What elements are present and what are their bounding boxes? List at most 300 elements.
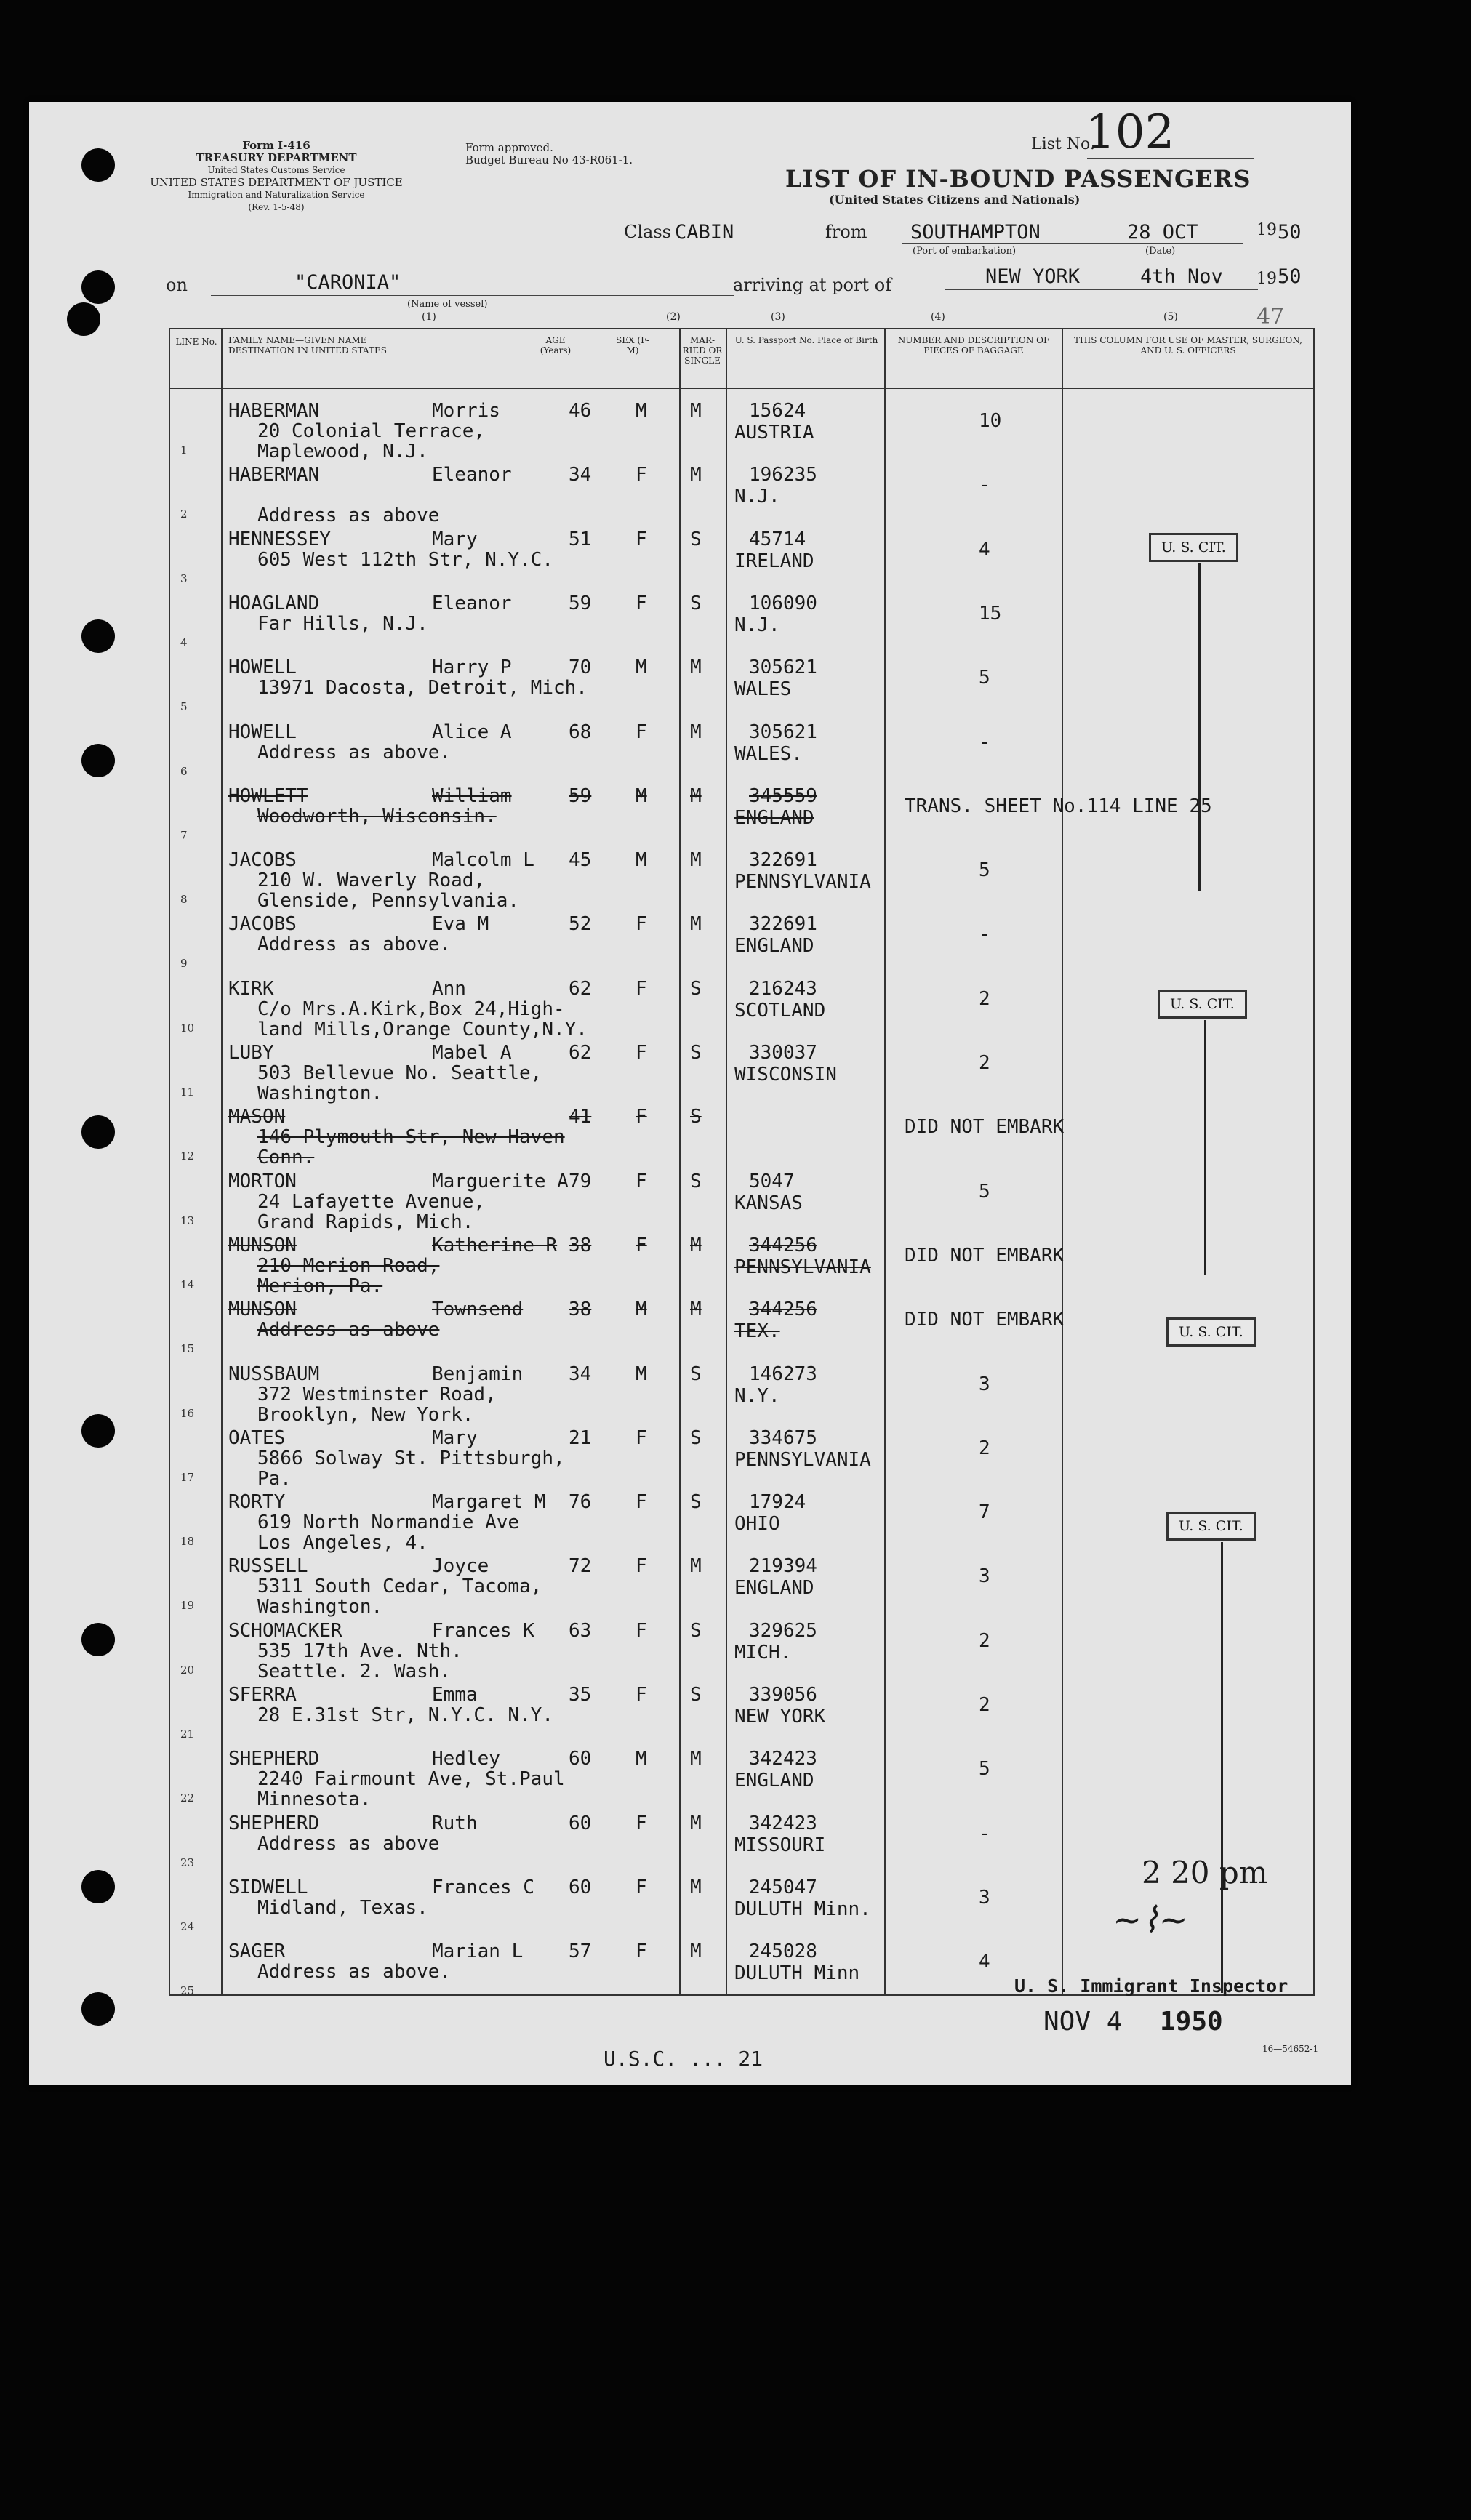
cell-bags: 2 (979, 1629, 990, 1652)
cell-passport: 106090 (749, 592, 817, 614)
justice-dept: UNITED STATES DEPARTMENT OF JUSTICE (150, 176, 403, 189)
cell-birth: N.Y. (734, 1384, 780, 1407)
cell-sex: F (636, 1170, 647, 1192)
cell-passport: 305621 (749, 657, 817, 679)
cell-family: HABERMAN (228, 464, 320, 486)
inspector-signature-mark: ~⌇~ (1113, 1900, 1188, 1941)
cell-ms: M (690, 1812, 702, 1834)
cell-lineno: 17 (180, 1470, 195, 1484)
passenger-row (170, 1609, 1313, 1682)
cell-given: Mary (432, 1426, 478, 1449)
cell-lineno: 1 (180, 444, 188, 457)
cell-age: 72 (569, 1555, 592, 1578)
form-number: Form I-416 (242, 139, 310, 152)
cell-addr1: Address as above (257, 1319, 440, 1341)
cell-birth: SCOTLAND (734, 999, 826, 1022)
cell-ms: M (690, 1299, 702, 1321)
cell-addr2: Merion, Pa. (257, 1275, 383, 1297)
cell-ms: M (690, 1941, 702, 1963)
cell-sex: F (636, 1106, 647, 1128)
cell-birth: N.J. (734, 486, 780, 508)
cell-passport: 15624 (749, 400, 806, 422)
cell-lineno: 4 (180, 635, 188, 649)
cell-sex: M (636, 1299, 647, 1321)
cell-ms: S (690, 1426, 702, 1449)
cell-bags: 3 (979, 1565, 990, 1588)
cell-passport: 322691 (749, 849, 817, 872)
cell-ms: S (690, 1363, 702, 1385)
date-caption: (Date) (1145, 246, 1176, 257)
cell-passport: 334675 (749, 1426, 817, 1449)
cell-addr1: Address as above. (257, 741, 452, 763)
cell-ms: M (690, 400, 702, 422)
passenger-row (170, 1224, 1313, 1297)
form-approved: Form approved. (465, 141, 553, 154)
cell-sex: F (636, 1876, 647, 1898)
cell-age: 60 (569, 1748, 592, 1770)
class-label: Class (624, 222, 671, 242)
cell-sex: F (636, 1042, 647, 1064)
cell-addr2: Minnesota. (257, 1789, 372, 1811)
cell-lineno: 19 (180, 1599, 195, 1613)
cell-lineno: 25 (180, 1984, 195, 1998)
cell-given: Eva M (432, 913, 489, 936)
cell-addr1: 2240 Fairmount Ave, St.Paul (257, 1768, 565, 1791)
cell-bags: 2 (979, 1437, 990, 1459)
cell-age: 35 (569, 1684, 592, 1706)
cell-addr2: Glenside, Pennsylvania. (257, 890, 520, 912)
cell-birth: IRELAND (734, 550, 814, 572)
cell-given: Margaret M (432, 1491, 546, 1514)
cell-addr2: Seattle. 2. Wash. (257, 1660, 452, 1682)
col-header-married: MAR-RIED OR SINGLE (682, 335, 723, 366)
colnum-5: (5) (1163, 311, 1178, 323)
cell-family: MASON (228, 1106, 286, 1128)
cell-addr1: Woodworth, Wisconsin. (257, 805, 497, 827)
cell-given: Alice A (432, 721, 512, 743)
cell-ms: S (690, 1491, 702, 1514)
cell-bags: 7 (979, 1501, 990, 1524)
cell-addr2: Grand Rapids, Mich. (257, 1211, 474, 1233)
binder-hole (81, 744, 115, 777)
binder-hole (81, 1115, 115, 1149)
cell-family: SHEPHERD (228, 1748, 320, 1770)
passenger-row (170, 967, 1313, 1040)
cell-birth: TEX. (734, 1320, 780, 1343)
cell-bags: 3 (979, 1886, 990, 1909)
cell-addr2: Conn. (257, 1147, 315, 1169)
cell-lineno: 8 (180, 893, 188, 907)
arrival-year-prefix: 19 (1256, 270, 1277, 288)
cell-family: SHEPHERD (228, 1812, 320, 1834)
cell-addr1: Address as above. (257, 1961, 452, 1983)
manifest-page (29, 102, 1351, 2085)
cell-addr1: Address as above (257, 1832, 440, 1855)
cell-age: 62 (569, 977, 592, 1000)
cell-passport: 45714 (749, 528, 806, 550)
cell-given: Morris (432, 400, 500, 422)
cell-age: 62 (569, 1042, 592, 1064)
cell-sex: M (636, 400, 647, 422)
cell-passport: 330037 (749, 1042, 817, 1064)
cell-sex: F (636, 1619, 647, 1642)
col-header-sex: SEX (F-M) (616, 335, 649, 356)
cell-ms: M (690, 721, 702, 743)
passenger-row (170, 710, 1313, 778)
cell-lineno: 11 (180, 1086, 195, 1099)
cell-lineno: 3 (180, 571, 188, 585)
embark-year: 50 (1278, 221, 1302, 244)
cell-family: HOAGLAND (228, 592, 320, 614)
cell-bags: 2 (979, 987, 990, 1010)
cell-ms: M (690, 657, 702, 679)
col-header-officers: THIS COLUMN FOR USE OF MASTER, SURGEON, AND U. S. OFFICERS (1074, 335, 1302, 356)
cell-birth: ENGLAND (734, 935, 814, 958)
cell-addr2: Pa. (257, 1467, 292, 1490)
cell-bags: 5 (979, 667, 990, 689)
cell-age: 41 (569, 1106, 592, 1128)
cell-addr1: Address as above. (257, 934, 452, 956)
cell-ms: S (690, 1170, 702, 1192)
us-cit-stamp-1: U. S. CIT. (1149, 533, 1238, 562)
passenger-row (170, 1480, 1313, 1554)
col-header-line-no: LINE No. (175, 337, 217, 347)
cell-lineno: 22 (180, 1791, 195, 1805)
cell-bags: 4 (979, 538, 990, 561)
cell-addr1: 5311 South Cedar, Tacoma, (257, 1576, 542, 1598)
cell-note: TRANS. SHEET No.114 LINE 25 (905, 795, 1212, 817)
cell-lineno: 23 (180, 1855, 195, 1869)
passenger-row (170, 389, 1313, 462)
cell-age: 51 (569, 528, 592, 550)
inspection-year-stamp: 1950 (1160, 2007, 1223, 2037)
cell-lineno: 20 (180, 1663, 195, 1677)
cell-note: DID NOT EMBARK (905, 1309, 1065, 1331)
cell-addr2: Washington. (257, 1083, 383, 1104)
embark-caption: (Port of embarkation) (913, 246, 1017, 257)
us-cit-stamp-4: U. S. CIT. (1166, 1512, 1256, 1541)
cell-lineno: 6 (180, 764, 188, 778)
list-title: LIST OF IN-BOUND PASSENGERS (785, 165, 1251, 193)
arrival-underline (945, 289, 1258, 290)
cell-note: DID NOT EMBARK (905, 1116, 1065, 1139)
cell-lineno: 16 (180, 1406, 195, 1420)
cell-birth: MICH. (734, 1641, 792, 1664)
cell-lineno: 18 (180, 1535, 195, 1549)
cell-addr2: Washington. (257, 1596, 383, 1618)
cell-passport: 345559 (749, 785, 817, 807)
cell-age: 38 (569, 1299, 592, 1321)
cell-birth: WALES (734, 678, 792, 701)
cell-addr1: 24 Lafayette Avenue, (257, 1190, 486, 1213)
vessel-name: "CARONIA" (294, 271, 401, 294)
vessel-underline (211, 295, 734, 296)
cell-passport: 5047 (749, 1170, 795, 1192)
cell-sex: F (636, 977, 647, 1000)
cell-given: Joyce (432, 1555, 489, 1578)
cell-birth: OHIO (734, 1513, 780, 1536)
cell-addr1: 146 Plymouth Str, New Haven (257, 1126, 565, 1149)
cell-family: MUNSON (228, 1299, 297, 1321)
cell-ms: S (690, 1106, 702, 1128)
footer-print-code: 16—54652-1 (1262, 2044, 1319, 2054)
cell-birth: KANSAS (734, 1192, 803, 1214)
passenger-row (170, 1160, 1313, 1233)
cell-birth: N.J. (734, 614, 780, 636)
cell-bags: 15 (979, 602, 1002, 625)
cell-given: Benjamin (432, 1363, 524, 1385)
cell-bags: 3 (979, 1373, 990, 1395)
cell-addr2: Brooklyn, New York. (257, 1403, 474, 1426)
cell-age: 59 (569, 785, 592, 807)
on-label: on (166, 275, 188, 295)
cell-bags: - (979, 923, 990, 946)
class-value: CABIN (675, 221, 734, 244)
cell-passport: 342423 (749, 1748, 817, 1770)
cell-family: HOWLETT (228, 785, 308, 807)
cell-given: Eleanor (432, 592, 512, 614)
footer-usc: U.S.C. ... 21 (604, 2047, 763, 2071)
cell-age: 52 (569, 913, 592, 936)
cell-lineno: 13 (180, 1213, 195, 1227)
colnum-4: (4) (931, 311, 945, 323)
cell-bags: 5 (979, 1180, 990, 1203)
cell-given: Mary (432, 528, 478, 550)
cell-ms: M (690, 785, 702, 807)
cell-given: Ann (432, 977, 466, 1000)
cell-sex: F (636, 592, 647, 614)
cell-birth: WALES. (734, 742, 803, 765)
cell-lineno: 9 (180, 957, 188, 971)
cell-addr1: Far Hills, N.J. (257, 612, 428, 635)
cell-family: NUSSBAUM (228, 1363, 320, 1385)
cell-given: Frances K (432, 1619, 534, 1642)
inspector-label: U. S. Immigrant Inspector (1014, 1975, 1288, 1997)
cell-addr1: Midland, Texas. (257, 1896, 428, 1919)
binder-hole (67, 302, 100, 336)
cell-age: 34 (569, 1363, 592, 1385)
cell-sex: F (636, 1684, 647, 1706)
passenger-row (170, 646, 1313, 714)
cell-ms: M (690, 913, 702, 936)
cell-bags: 5 (979, 859, 990, 882)
cell-bags: 10 (979, 410, 1002, 432)
passenger-row (170, 774, 1313, 842)
cell-lineno: 10 (180, 1021, 195, 1035)
binder-hole (81, 1870, 115, 1903)
passenger-table (169, 328, 1315, 1996)
cell-lineno: 21 (180, 1728, 195, 1741)
cell-given: Hedley (432, 1748, 500, 1770)
cell-note: DID NOT EMBARK (905, 1244, 1065, 1267)
cell-passport: 305621 (749, 721, 817, 743)
cell-given: Townsend (432, 1299, 524, 1321)
cell-ms: M (690, 1876, 702, 1898)
list-no-underline (1087, 158, 1254, 159)
embark-date: 28 OCT (1127, 221, 1198, 244)
cell-ms: S (690, 1042, 702, 1064)
passenger-row (170, 1737, 1313, 1811)
cell-addr1: 20 Colonial Terrace, (257, 420, 486, 442)
cell-given: Marian L (432, 1941, 524, 1963)
cell-bags: 2 (979, 1052, 990, 1074)
cell-family: JACOBS (228, 913, 297, 936)
cell-addr2: Maplewood, N.J. (257, 441, 428, 462)
cell-passport: 342423 (749, 1812, 817, 1834)
cell-birth: ENGLAND (734, 1577, 814, 1600)
customs-service: United States Customs Service (207, 165, 345, 175)
cell-addr1: 210 Merion Road, (257, 1254, 440, 1277)
list-no-label: List No. (1031, 135, 1095, 153)
cell-age: 68 (569, 721, 592, 743)
budget-bureau: Budget Bureau No 43-R061-1. (465, 153, 633, 166)
cell-passport: 322691 (749, 913, 817, 936)
cell-ms: M (690, 464, 702, 486)
passenger-row (170, 1673, 1313, 1741)
cell-bags: - (979, 731, 990, 753)
cell-lineno: 5 (180, 700, 188, 714)
passenger-row (170, 1352, 1313, 1426)
cell-lineno: 7 (180, 828, 188, 842)
cell-family: HENNESSEY (228, 528, 331, 550)
passenger-row (170, 838, 1313, 912)
cell-passport: 245028 (749, 1941, 817, 1963)
cell-ms: S (690, 528, 702, 550)
cell-birth: DULUTH Minn (734, 1962, 860, 1985)
cell-addr1: 210 W. Waverly Road, (257, 870, 486, 892)
cell-passport: 339056 (749, 1684, 817, 1706)
cell-family: SAGER (228, 1941, 286, 1963)
inspection-date-stamp: NOV 4 (1043, 2007, 1123, 2037)
cell-sex: F (636, 721, 647, 743)
cell-given: Marguerite A (432, 1170, 569, 1192)
cell-bags: 4 (979, 1951, 990, 1973)
cell-addr2: land Mills,Orange County,N.Y. (257, 1018, 588, 1040)
cell-sex: F (636, 464, 647, 486)
cell-addr1: 5866 Solway St. Pittsburgh, (257, 1447, 565, 1469)
cell-addr1: 619 North Normandie Ave (257, 1512, 520, 1534)
cell-ms: M (690, 1748, 702, 1770)
passenger-row (170, 1288, 1313, 1356)
cell-birth: ENGLAND (734, 806, 814, 829)
cell-passport: 344256 (749, 1299, 817, 1321)
cell-addr2: Los Angeles, 4. (257, 1532, 428, 1554)
cell-sex: F (636, 1555, 647, 1578)
passenger-row (170, 1095, 1313, 1169)
cell-age: 21 (569, 1426, 592, 1449)
form-dept-block (138, 140, 414, 214)
colnum-2: (2) (666, 311, 681, 323)
cell-birth: AUSTRIA (734, 422, 814, 444)
list-subtitle: (United States Citizens and Nationals) (829, 193, 1081, 206)
cell-family: HOWELL (228, 721, 297, 743)
cell-addr1: C/o Mrs.A.Kirk,Box 24,High- (257, 998, 565, 1020)
cell-ms: M (690, 1234, 702, 1256)
cell-passport: 216243 (749, 977, 817, 1000)
cell-given: Mabel A (432, 1042, 512, 1064)
cell-addr1: 372 Westminster Road, (257, 1383, 497, 1405)
cell-lineno: 12 (180, 1149, 195, 1163)
cell-birth: PENNSYLVANIA (734, 871, 871, 894)
cell-family: KIRK (228, 977, 274, 1000)
col-header-baggage: NUMBER AND DESCRIPTION OF PIECES OF BAGGAGE (897, 335, 1050, 356)
cell-family: OATES (228, 1426, 286, 1449)
arrival-date: 4th Nov (1140, 265, 1223, 288)
cell-age: 34 (569, 464, 592, 486)
budget-block (465, 142, 633, 166)
cell-lineno: 14 (180, 1277, 195, 1291)
cell-age: 70 (569, 657, 592, 679)
arriving-label: arriving at port of (733, 275, 892, 295)
colnum-1: (1) (422, 311, 436, 323)
cell-passport: 245047 (749, 1876, 817, 1898)
cell-sex: F (636, 1234, 647, 1256)
cell-passport: 329625 (749, 1619, 817, 1642)
cell-birth: WISCONSIN (734, 1064, 837, 1086)
cell-bags: - (979, 1822, 990, 1845)
cell-family: HABERMAN (228, 400, 320, 422)
arrival-port: NEW YORK (985, 265, 1081, 288)
cell-passport: 146273 (749, 1363, 817, 1385)
cell-family: RUSSELL (228, 1555, 308, 1578)
cell-addr1: 13971 Dacosta, Detroit, Mich. (257, 677, 588, 699)
binder-hole (81, 619, 115, 653)
passenger-row (170, 1416, 1313, 1490)
cell-sex: F (636, 913, 647, 936)
arrival-year: 50 (1278, 265, 1302, 288)
cell-given: Frances C (432, 1876, 534, 1898)
cell-family: MUNSON (228, 1234, 297, 1256)
passenger-row (170, 453, 1313, 527)
cell-passport: 196235 (749, 464, 817, 486)
cell-sex: F (636, 1491, 647, 1514)
cell-lineno: 15 (180, 1342, 195, 1356)
col-header-name: FAMILY NAME—GIVEN NAME DESTINATION IN UNITED STATES (228, 335, 387, 356)
cell-addr2: Address as above (257, 505, 440, 527)
cell-age: 76 (569, 1491, 592, 1514)
cell-ms: S (690, 1619, 702, 1642)
embark-year-prefix: 19 (1256, 221, 1277, 239)
cell-addr1: 605 West 112th Str, N.Y.C. (257, 548, 553, 571)
cell-birth: PENNSYLVANIA (734, 1256, 871, 1278)
cell-ms: S (690, 592, 702, 614)
vessel-caption: (Name of vessel) (407, 299, 488, 310)
cell-birth: ENGLAND (734, 1770, 814, 1792)
cell-family: HOWELL (228, 657, 297, 679)
cit-bracket-1 (1198, 563, 1201, 891)
cell-age: 63 (569, 1619, 592, 1642)
cell-lineno: 24 (180, 1919, 195, 1933)
sheet-mark: 47 (1256, 304, 1285, 329)
cell-age: 59 (569, 592, 592, 614)
cell-birth: NEW YORK (734, 1706, 826, 1728)
colnum-3: (3) (771, 311, 785, 323)
cell-given: Harry P (432, 657, 512, 679)
list-no-value: 102 (1086, 105, 1175, 159)
cell-given: William (432, 785, 512, 807)
cell-age: 46 (569, 400, 592, 422)
cell-family: MORTON (228, 1170, 297, 1192)
cell-bags: 5 (979, 1758, 990, 1781)
cit-bracket-4 (1221, 1542, 1223, 1993)
cell-sex: M (636, 657, 647, 679)
cell-addr1: 535 17th Ave. Nth. (257, 1640, 462, 1662)
cell-given: Emma (432, 1684, 478, 1706)
cell-age: 45 (569, 849, 592, 872)
cell-sex: M (636, 1748, 647, 1770)
cell-family: SCHOMACKER (228, 1619, 342, 1642)
cell-sex: F (636, 1812, 647, 1834)
